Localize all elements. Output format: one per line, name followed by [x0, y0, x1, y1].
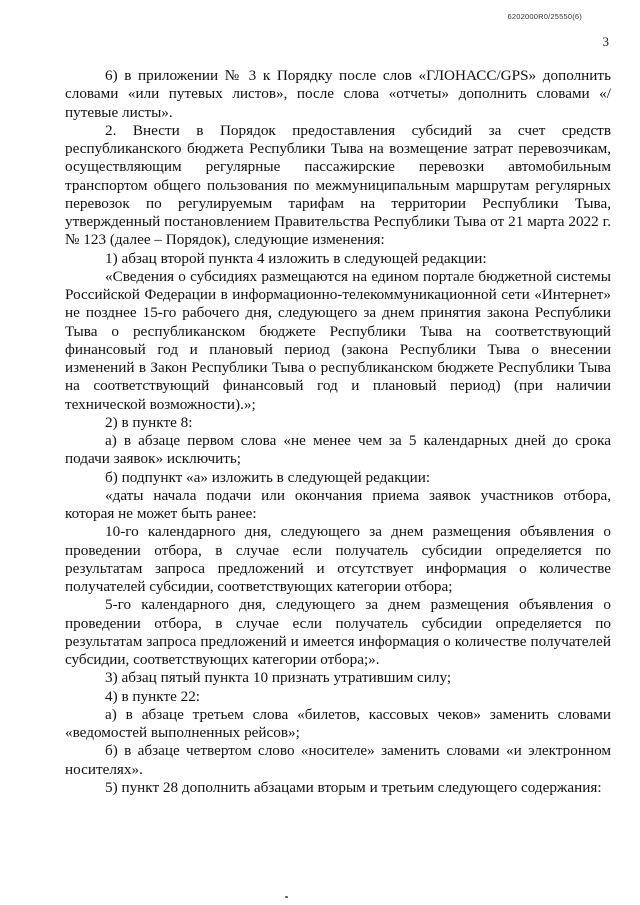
paragraph: б) подпункт «а» изложить в следующей редакции: [105, 468, 431, 486]
paragraph: 4) в пункте 22: [105, 687, 201, 705]
paragraph: «Сведения о субсидиях размещаются на едином портале бюджетной системы Российской Федерации в информационно-телекоммуникационной сети «Интернет» не позднее 15-го рабочего дня, следующего за днем принятия закона Республики Тыва о республиканском бюджете Республики Тыва на соответствующий финансовый год и плановый период (закона Республики Тыва о внесении изменений в Закон Республики Тыва о республиканском бюджете Республики Тыва на соответствующий финансовый год и плановый период) (при наличии технической возможности).»; [65, 267, 611, 413]
document-body [65, 67, 611, 797]
scan-mark [285, 896, 288, 898]
paragraph: 2. Внести в Порядок предоставления субсидий за счет средств республиканского бюджета Республики Тыва на возмещение затрат перевозчикам, осуществляющим регулярные пассажирские перевозки автомобильным транспортом общего пользования по межмуниципальным маршрутам регулярных перевозок по регулируемым тарифам на территории Республики Тыва, утвержденный постановлением Правительства Республики Тыва от 21 марта 2022 г. № 123 (далее – Порядок), следующие изменения: [65, 121, 611, 249]
paragraph: 6) в приложении № 3 к Порядку после слов «ГЛОНАСС/GPS» дополнить словами «или путевых листов», после слова «отчеты» дополнить словами «/путевые листы». [65, 67, 611, 121]
paragraph: 1) абзац второй пункта 4 изложить в следующей редакции: [105, 249, 487, 267]
paragraph: 5-го календарного дня, следующего за днем размещения объявления о проведении отбора, в случае если получатель субсидии определяется по результатам запроса предложений и имеется информация о количестве получателей субсидии, соответствующих категории отбора;». [65, 596, 611, 668]
paragraph: 2) в пункте 8: [105, 413, 193, 431]
paragraph: 10-го календарного дня, следующего за днем размещения объявления о проведении отбора, в случае если получатель субсидии определяется по результатам запроса предложений и отсутствует информация о количестве получателей субсидии, соответствующих категории отбора; [65, 523, 611, 595]
paragraph: 5) пункт 28 дополнить абзацами вторым и третьим следующего содержания: [105, 778, 602, 796]
page-number: 3 [602, 34, 609, 49]
document-code: 6202000R0/25550(6) [507, 12, 582, 21]
paragraph: а) в абзаце первом слова «не менее чем за 5 календарных дней до срока подачи заявок» исключить; [65, 432, 611, 468]
paragraph: а) в абзаце третьем слова «билетов, кассовых чеков» заменить словами «ведомостей выполненных рейсов»; [65, 705, 611, 741]
paragraph: «даты начала подачи или окончания приема заявок участников отбора, которая не может быть ранее: [65, 486, 611, 522]
paragraph: б) в абзаце четвертом слово «носителе» заменить словами «и электронном носителях». [65, 742, 611, 778]
paragraph: 3) абзац пятый пункта 10 признать утратившим силу; [105, 669, 452, 687]
